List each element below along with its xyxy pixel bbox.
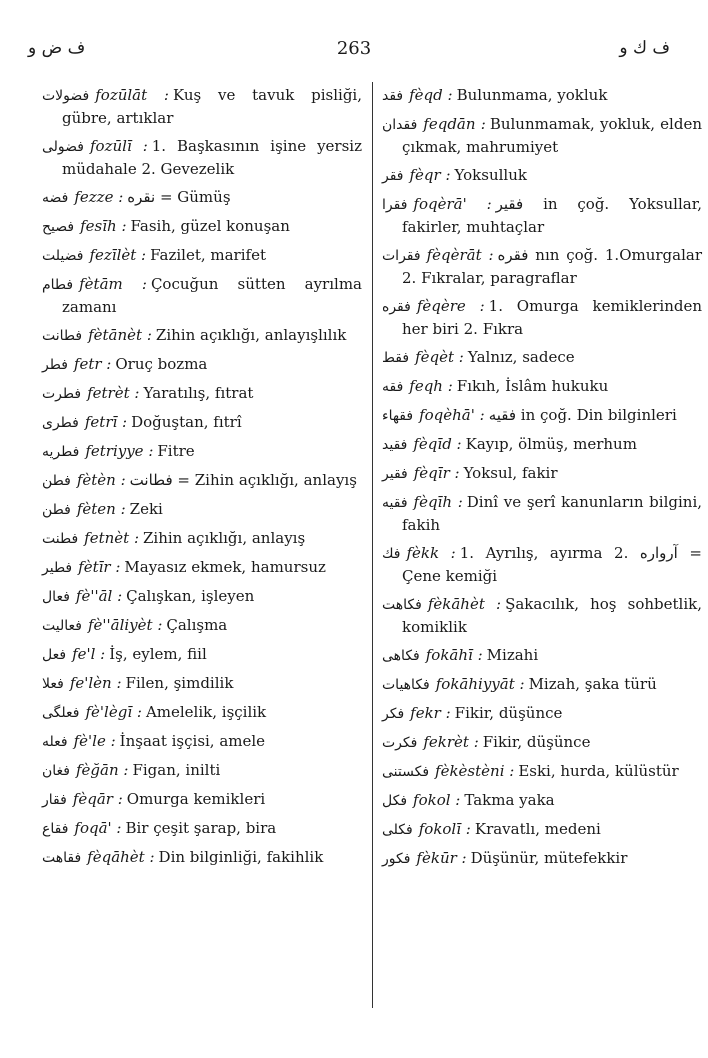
dictionary-entry — [382, 375, 702, 398]
entry-arabic-headword: فعاليت — [42, 618, 82, 634]
dictionary-entry — [382, 702, 702, 725]
entry-definition: Zeki — [129, 500, 163, 518]
entry-transliteration: fe'lèn : — [69, 674, 122, 692]
entry-transliteration: fèqīh : — [413, 493, 463, 511]
entry-arabic-headword: فعل — [42, 647, 67, 663]
entry-transliteration: fèqr : — [409, 166, 451, 184]
entry-transliteration: fètèn : — [76, 471, 126, 489]
entry-definition: Fazilet, marifet — [150, 246, 266, 264]
entry-definition: Yoksul, fakir — [463, 464, 558, 482]
dictionary-entry — [42, 527, 362, 550]
entry-arabic-headword: فطانت — [42, 328, 83, 344]
dictionary-entry — [42, 585, 362, 608]
header-left-letters: ف ض و — [28, 38, 86, 58]
entry-definition: Kayıp, ölmüş, merhum — [465, 435, 637, 453]
dictionary-entry — [382, 404, 702, 427]
entry-definition: Bir çeşit şarap, bira — [125, 819, 277, 837]
entry-definition: Bulunmama, yokluk — [456, 86, 608, 104]
entry-transliteration: fokāhiyyāt : — [435, 675, 525, 693]
entry-arabic-headword: فطريه — [42, 444, 80, 460]
entry-arabic-headword: فقرا — [382, 197, 408, 213]
left-column — [42, 84, 362, 875]
dictionary-entry — [382, 818, 702, 841]
header-right-letters: ف ك و — [619, 38, 670, 58]
dictionary-entry — [382, 462, 702, 485]
entry-transliteration: fèqd : — [409, 86, 453, 104]
entry-definition: 1. Başkasının işine yersiz müdahale 2. Gevezelik — [62, 137, 362, 178]
entry-definition: Fitre — [157, 442, 195, 460]
entry-definition: فطانت = Zihin açıklığı, anlayış — [129, 471, 357, 489]
entry-definition: Kuş ve tavuk pisliği, gübre, artıklar — [62, 86, 362, 127]
entry-arabic-headword: فك — [382, 546, 401, 562]
entry-definition: Filen, şimdilik — [125, 674, 234, 692]
entry-definition: İş, eylem, fiil — [109, 645, 207, 663]
entry-transliteration: feqdān : — [423, 115, 486, 133]
entry-definition: Din bilginliği, fakihlik — [158, 848, 324, 866]
entry-transliteration: fèkāhèt : — [427, 595, 502, 613]
entry-transliteration: fèkk : — [406, 544, 456, 562]
page-number: 263 — [336, 38, 372, 59]
entry-definition: Düşünür, mütefekkir — [470, 849, 628, 867]
entry-definition: Yalnız, sadece — [467, 348, 575, 366]
dictionary-entry — [42, 701, 362, 724]
dictionary-entry — [42, 498, 362, 521]
entry-definition: Dinî ve şerî kanunların bilgini, fakih — [402, 493, 703, 534]
entry-definition: Şakacılık, hoş sohbetlik, komiklik — [402, 595, 702, 636]
entry-transliteration: fètām : — [79, 275, 147, 293]
dictionary-entry — [382, 644, 702, 667]
entry-arabic-headword: فقار — [42, 792, 67, 808]
dictionary-entry — [382, 113, 702, 158]
dictionary-entry — [382, 346, 702, 369]
entry-definition: Mizah, şaka türü — [528, 675, 657, 693]
entry-arabic-headword: فكاهت — [382, 597, 422, 613]
entry-definition: Yoksulluk — [454, 166, 527, 184]
entry-definition: Amelelik, işçilik — [145, 703, 267, 721]
dictionary-entry — [42, 186, 362, 209]
entry-definition: Takma yaka — [464, 791, 555, 809]
entry-arabic-headword: فضه — [42, 190, 69, 206]
entry-transliteration: fèkūr : — [416, 849, 467, 867]
entry-transliteration: foqā' : — [74, 819, 122, 837]
entry-definition: Omurga kemikleri — [126, 790, 266, 808]
dictionary-entry — [42, 440, 362, 463]
entry-arabic-headword: فقهاء — [382, 408, 414, 424]
entry-transliteration: fezze : — [74, 188, 124, 206]
entry-arabic-headword: فكستنى — [382, 764, 430, 780]
entry-definition: فقيه in çoğ. Din bilginleri — [488, 406, 677, 424]
dictionary-entry — [42, 273, 362, 318]
entry-arabic-headword: فقره — [382, 299, 411, 315]
entry-transliteration: fèqèrāt : — [426, 246, 494, 264]
dictionary-entry — [382, 760, 702, 783]
entry-definition: فقره nın çoğ. 1.Omurgalar 2. Fıkralar, paragraflar — [402, 246, 703, 287]
entry-definition: Yaratılış, fıtrat — [143, 384, 254, 402]
entry-arabic-headword: فقيه — [382, 495, 408, 511]
entry-definition: Fasih, güzel konuşan — [130, 217, 290, 235]
dictionary-entry — [42, 846, 362, 869]
entry-arabic-headword: فطن — [42, 502, 71, 518]
entry-arabic-headword: فكاهيات — [382, 677, 430, 693]
dictionary-entry — [382, 244, 702, 289]
dictionary-entry — [42, 556, 362, 579]
entry-arabic-headword: فقير — [382, 466, 408, 482]
dictionary-entry — [42, 730, 362, 753]
entry-definition: Doğuştan, fıtrî — [131, 413, 242, 431]
dictionary-entry — [42, 382, 362, 405]
entry-arabic-headword: فكلی — [382, 822, 413, 838]
entry-transliteration: fè'le : — [73, 732, 116, 750]
entry-transliteration: fèqèt : — [415, 348, 464, 366]
entry-transliteration: fèqāhèt : — [87, 848, 155, 866]
entry-arabic-headword: فكرت — [382, 735, 418, 751]
entry-transliteration: fèten : — [76, 500, 126, 518]
entry-arabic-headword: فكل — [382, 793, 408, 809]
entry-transliteration: fètānèt : — [88, 326, 152, 344]
entry-definition: نقره = Gümüş — [127, 188, 231, 206]
dictionary-entry — [42, 324, 362, 347]
entry-arabic-headword: فعال — [42, 589, 70, 605]
entry-transliteration: fèqīd : — [413, 435, 462, 453]
entry-arabic-headword: فقاع — [42, 821, 69, 837]
dictionary-entry — [42, 817, 362, 840]
dictionary-entry — [42, 614, 362, 637]
entry-arabic-headword: فقه — [382, 379, 404, 395]
entry-definition: İnşaat işçisi, amele — [119, 732, 266, 750]
entry-arabic-headword: فغان — [42, 763, 70, 779]
entry-definition: Zihin açıklığı, anlayış — [143, 529, 306, 547]
dictionary-entry — [382, 542, 702, 587]
entry-definition: فقير in çoğ. Yoksullar, fakirler, muhtaçlar — [402, 195, 702, 236]
entry-arabic-headword: فضيلت — [42, 248, 84, 264]
entry-transliteration: fè'lègī : — [85, 703, 142, 721]
entry-transliteration: fèqère : — [416, 297, 485, 315]
dictionary-entry — [42, 353, 362, 376]
dictionary-entry — [42, 244, 362, 267]
dictionary-entry — [382, 164, 702, 187]
entry-arabic-headword: فقط — [382, 350, 410, 366]
dictionary-entry — [382, 193, 702, 238]
dictionary-entry — [382, 673, 702, 696]
entry-definition: Fıkıh, İslâm hukuku — [456, 377, 609, 395]
entry-definition: Çocuğun sütten ayrılma zamanı — [62, 275, 362, 316]
entry-arabic-headword: فطنت — [42, 531, 79, 547]
entry-definition: 1. Omurga kemiklerinden her biri 2. Fıkra — [402, 297, 703, 338]
dictionary-entry — [382, 789, 702, 812]
entry-definition: Çalışkan, işleyen — [126, 587, 255, 605]
entry-definition: Mayasız ekmek, hamursuz — [124, 558, 326, 576]
entry-arabic-headword: فقدان — [382, 117, 418, 133]
entry-arabic-headword: فصيح — [42, 219, 75, 235]
entry-arabic-headword: فطری — [42, 415, 79, 431]
entry-transliteration: foqèrā' : — [413, 195, 492, 213]
entry-arabic-headword: فضولی — [42, 139, 84, 155]
entry-arabic-headword: فقر — [382, 168, 404, 184]
entry-arabic-headword: فعلگی — [42, 705, 80, 721]
entry-transliteration: fetrī : — [84, 413, 128, 431]
entry-transliteration: fetrèt : — [87, 384, 140, 402]
entry-definition: Figan, inilti — [132, 761, 221, 779]
entry-transliteration: fèkèstèni : — [435, 762, 515, 780]
right-column — [382, 84, 702, 876]
entry-definition: Kravatlı, medeni — [474, 820, 601, 838]
dictionary-entry — [42, 411, 362, 434]
dictionary-entry — [382, 847, 702, 870]
entry-transliteration: fè''āl : — [75, 587, 123, 605]
entry-transliteration: fekrèt : — [423, 733, 479, 751]
entry-transliteration: fekr : — [410, 704, 451, 722]
entry-transliteration: fèqīr : — [413, 464, 460, 482]
entry-arabic-headword: فعله — [42, 734, 68, 750]
dictionary-entry — [42, 215, 362, 238]
entry-arabic-headword: فكور — [382, 851, 411, 867]
entry-transliteration: fezīlèt : — [89, 246, 147, 264]
entry-definition: Fikir, düşünce — [482, 733, 591, 751]
entry-arabic-headword: فقد — [382, 88, 404, 104]
entry-definition: Eski, hurda, külüstür — [518, 762, 679, 780]
dictionary-entry — [382, 295, 702, 340]
entry-transliteration: feqh : — [409, 377, 453, 395]
entry-transliteration: fèğān : — [76, 761, 129, 779]
entry-arabic-headword: فطن — [42, 473, 71, 489]
dictionary-entry — [42, 759, 362, 782]
dictionary-entry — [42, 135, 362, 180]
entry-arabic-headword: فقرات — [382, 248, 421, 264]
entry-definition: Fikir, düşünce — [454, 704, 563, 722]
entry-arabic-headword: فكاهی — [382, 648, 420, 664]
entry-arabic-headword: فعلا — [42, 676, 64, 692]
entry-transliteration: fokolī : — [418, 820, 471, 838]
entry-arabic-headword: فطير — [42, 560, 73, 576]
entry-transliteration: fesīh : — [80, 217, 127, 235]
entry-definition: Mizahi — [486, 646, 539, 664]
dictionary-entry — [42, 84, 362, 129]
entry-definition: 1. Ayrılış, ayırma 2. آرواره = Çene kemiği — [402, 544, 702, 585]
entry-transliteration: fetnèt : — [84, 529, 139, 547]
entry-arabic-headword: فطرت — [42, 386, 82, 402]
dictionary-entry — [42, 643, 362, 666]
entry-definition: Oruç bozma — [115, 355, 208, 373]
entry-arabic-headword: فقيد — [382, 437, 408, 453]
dictionary-entry — [42, 672, 362, 695]
dictionary-entry — [382, 731, 702, 754]
entry-transliteration: fozūlāt : — [95, 86, 169, 104]
entry-transliteration: fozūlī : — [90, 137, 148, 155]
entry-transliteration: fetr : — [73, 355, 112, 373]
entry-arabic-headword: فقاهت — [42, 850, 82, 866]
entry-definition: Zihin açıklığı, anlayışlılık — [155, 326, 347, 344]
entry-arabic-headword: فضولات — [42, 88, 90, 104]
dictionary-entry — [42, 788, 362, 811]
entry-transliteration: fètīr : — [78, 558, 121, 576]
entry-transliteration: fèqār : — [72, 790, 123, 808]
entry-transliteration: fetriyye : — [85, 442, 154, 460]
dictionary-entry — [382, 593, 702, 638]
column-divider — [372, 82, 373, 1008]
dictionary-entry — [382, 84, 702, 107]
entry-arabic-headword: فطر — [42, 357, 68, 373]
entry-transliteration: fokāhī : — [425, 646, 483, 664]
dictionary-entry — [42, 469, 362, 492]
entry-transliteration: foqèhā' : — [419, 406, 485, 424]
entry-definition: Çalışma — [166, 616, 228, 634]
dictionary-entry — [382, 491, 702, 536]
entry-definition: Bulunmamak, yokluk, elden çıkmak, mahrumiyet — [402, 115, 702, 156]
entry-arabic-headword: فكر — [382, 706, 405, 722]
entry-transliteration: fokol : — [413, 791, 461, 809]
dictionary-entry — [382, 433, 702, 456]
entry-arabic-headword: فطام — [42, 277, 74, 293]
entry-transliteration: fè''āliyèt : — [87, 616, 163, 634]
entry-transliteration: fe'l : — [72, 645, 106, 663]
